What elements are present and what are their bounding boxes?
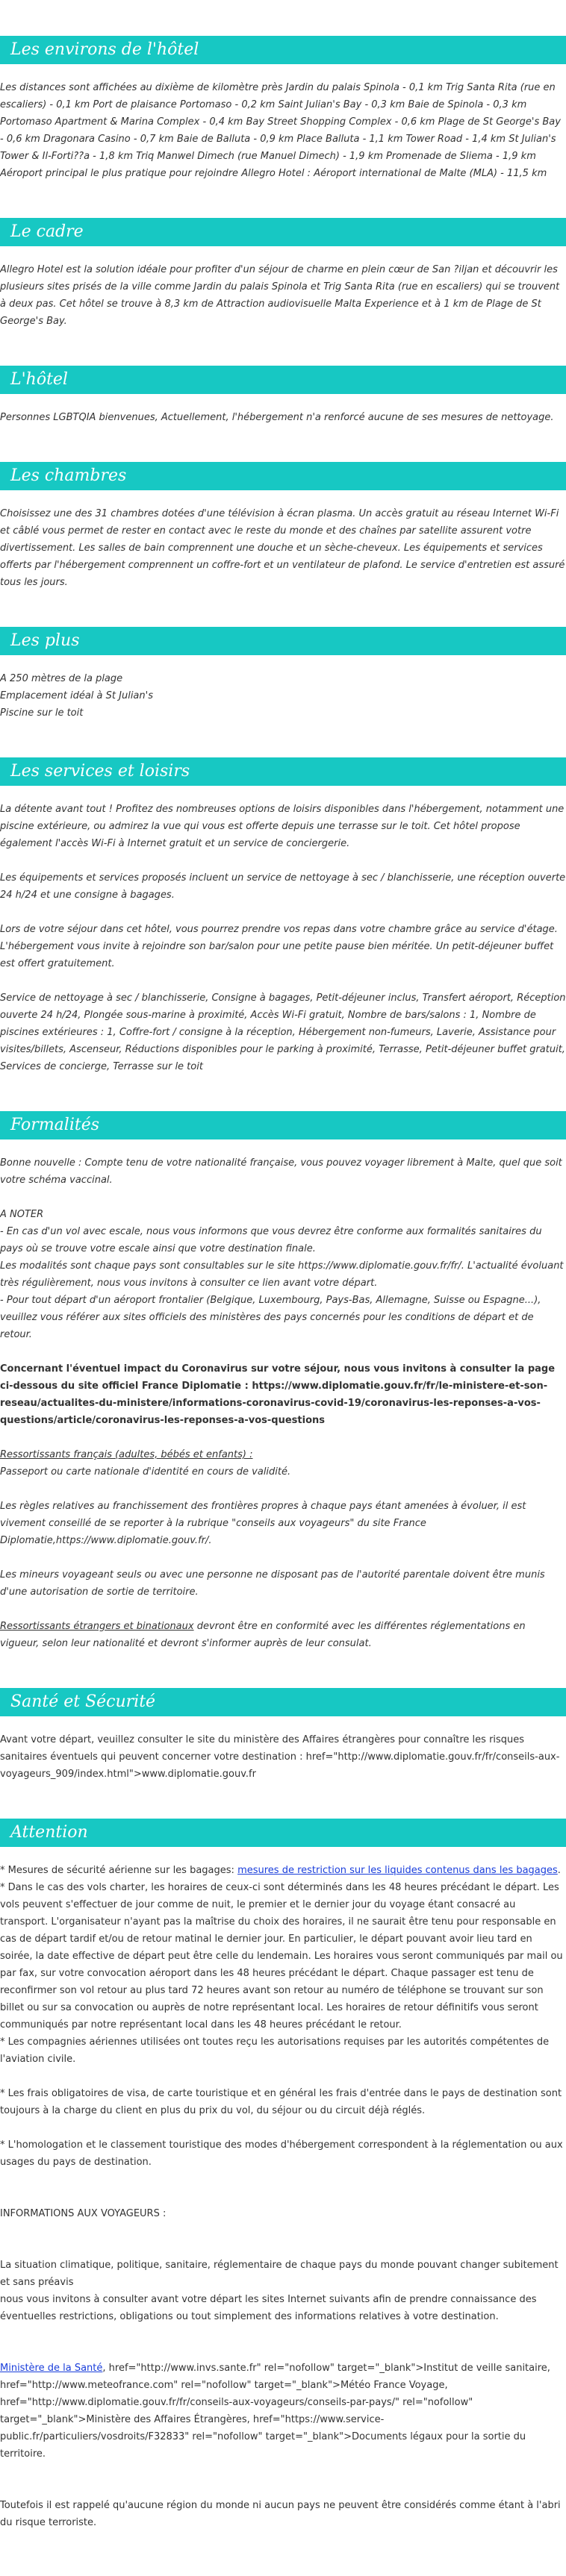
section-hotel (0, 366, 566, 426)
loisirs-amenities: Service de nettoyage à sec / blanchisserie, Consigne à bagages, Petit-déjeuner inclus, Transfert aéroport, Réception ouverte 24 h/24, Plongée sous-marine à proximité, Accès Wi-Fi gratuit, Nombre de bars/salons : 1, Nombre de piscines extérieures : 1, Coffre-fort / consigne à la réception, Hébergement non-fumeurs, Laverie, Assistance pour visites/billets, Ascenseur, Réductions disponibles pour le parking à proximité, Terrasse, Petit-déjeuner buffet gratuit, Services de concierge, Terrasse sur le toit (0, 992, 566, 1072)
section-attention (0, 1819, 566, 2531)
info-links (0, 2360, 566, 2463)
attention-bagages-end: . (557, 1865, 561, 1876)
section-title: Les services et loisirs (0, 757, 566, 786)
environs-text: Les distances sont affichées au dixième de kilomètre près Jardin du palais Spinola - 0,1 km Trig Santa Rita (rue en escaliers) - 0,1 km Port de plaisance Portomaso - 0,2 km Saint Julian's Bay - 0,3 km Baie de Spinola - 0,3 km Portomaso Apartment & Marina Complex - 0,4 km Bay Street Shopping Complex - 0,6 km Plage de St George's Bay - 0,6 km Dragonara Casino - 0,7 km Baie de Balluta - 0,9 km Place Balluta - 1,1 km Tower Road - 1,4 km St Julian's Tower & Il-Forti??a - 1,8 km Triq Manwel Dimech (rue Manuel Dimech) - 1,9 km Promenade de Sliema - 1,9 km Aéroport principal le plus pratique pour rejoindre Allegro Hotel : Aéroport international de Malte (MLA) - 11,5 km (0, 82, 561, 179)
section-title: Les plus (0, 627, 566, 655)
section-title: Attention (0, 1819, 566, 1847)
attention-homologation: * L'homologation et le classement touristique des modes d'hébergement correspondent à la réglementation ou aux usages du pays de destination. (0, 2139, 563, 2168)
info-links-text: , href="http://www.invs.sante.fr" rel="nofollow" target="_blank">Institut de veille sanitaire, href="http://www.meteofrance.com" rel="nofollow" target="_blank">Météo France Voyage, href="http://www.diplomatie.gouv.fr/fr/conseils-aux-voyageurs/conseils-par-pays/" rel="nofollow" target="_blank">Ministère des Affaires Étrangères, href="https://www.service-public.fr/particuliers/vosdroits/F32833" rel="nofollow" target="_blank">Documents légaux pour la sortie du territoire. (0, 2363, 550, 2460)
sante-text: Avant votre départ, veuillez consulter le site du ministère des Affaires étrangères pour connaître les risques sanitaires éventuels qui peuvent concerner votre destination : href="http://www.diplomatie.gouv.fr/fr/conseils-aux-voyageurs_909/index.html">www.diplomatie.gouv.fr (0, 1734, 560, 1780)
foreigners-text (0, 1618, 566, 1652)
plus-item: A 250 mètres de la plage (0, 673, 123, 684)
formalites-intro: Bonne nouvelle : Compte tenu de votre nationalité française, vous pouvez voyager librement à Malte, quel que soit votre schéma vaccinal. (0, 1157, 562, 1186)
ministere-sante-link[interactable]: Ministère de la Santé (0, 2363, 103, 2374)
info-voyageurs-text: nous vous invitons à consulter avant votre départ les sites Internet suivants afin de prendre connaissance des éventuelles restrictions, obligations ou tout simplement des informations relatives à votre destination. (0, 2294, 537, 2322)
residents-text: Passeport ou carte nationale d'identité en cours de validité. (0, 1466, 291, 1478)
terrorism-notice: Toutefois il est rappelé qu'aucune région du monde ni aucun pays ne peuvent être considérés comme étant à l'abri du risque terroriste. (0, 2500, 561, 2528)
foreigners-title: Ressortissants étrangers et binationaux (0, 1621, 194, 1632)
section-title: Les environs de l'hôtel (0, 36, 566, 64)
loisirs-paragraph: La détente avant tout ! Profitez des nombreuses options de loisirs disponibles dans l'hébergement, notamment une piscine extérieure, ou admirez la vue qui vous est offerte depuis une terrasse sur le toit. Cet hôtel propose également l'accès Wi-Fi à Internet gratuit et un service de conciergerie. (0, 804, 565, 849)
attention-bagages (0, 1862, 566, 1879)
attention-charter: * Dans le cas des vols charter, les horaires de ceux-ci sont déterminés dans les 48 heures précédant le départ. Les vols peuvent s'effectuer de jour comme de nuit, le premier et le dernier jour du voyage étant consacré au transport. L'organisateur n'ayant pas la maîtrise du choix des horaires, il ne saurait être tenu pour responsable en cas de départ tardif et/ou de retour matinal le dernier jour. En particulier, le départ pouvant avoir lieu tard en soirée, la date effective de départ peut être celle du lendemain. Les horaires vous seront communiqués par mail ou par fax, sur votre convocation aéroport dans les 48 heures précédant le départ. Chaque passager est tenu de reconfirmer son vol retour au plus tard 72 heures avant son retour au numéro de téléphone se trouvant sur son billet ou sur sa convocation ou auprès de notre représentant local. Les horaires de retour définitifs vous seront communiqués par notre représentant local dans les 48 heures précédant le retour. (0, 1882, 563, 2031)
section-environs (0, 36, 566, 182)
chambres-text: Choisissez une des 31 chambres dotées d'une télévision à écran plasma. Un accès gratuit au réseau Internet Wi-Fi et câblé vous permet de rester en contact avec le reste du monde et des chaînes par satellite assurent votre divertissement. Les salles de bain comprennent une douche et un sèche-cheveux. Les équipements et services offerts par l'hébergement comprennent un coffre-fort et un ventilateur de plafond. Le service d'entretien est assuré tous les jours. (0, 508, 565, 588)
cadre-text: Allegro Hotel est la solution idéale pour profiter d'un séjour de charme en plein cœur de San ?iljan et découvrir les plusieurs sites prisés de la ville comme Jardin du palais Spinola et Trig Santa Rita (rue en escaliers) qui se trouvent à deux pas. Cet hôtel se trouve à 8,3 km de Attraction audiovisuelle Malta Experience et à 1 km de Plage de St George's Bay. (0, 264, 560, 327)
section-formalites (0, 1111, 566, 1652)
plus-item: Emplacement idéal à St Julian's (0, 690, 153, 701)
foreigners-detail: devront être en conformité avec les différentes réglementations en vigueur, selon leur nationalité et devront s'informer auprès de leur consulat. (0, 1621, 526, 1649)
attention-airlines: * Les compagnies aériennes utilisées ont toutes reçu les autorisations requises par les autorités compétentes de l'aviation civile. (0, 2036, 550, 2065)
minors-text: Les mineurs voyageant seuls ou avec une personne ne disposant pas de l'autorité parentale doivent être munis d'une autorisation de sortie de territoire. (0, 1569, 545, 1598)
section-title: Formalités (0, 1111, 566, 1139)
section-plus (0, 627, 566, 722)
section-sante (0, 1688, 566, 1783)
plus-item: Piscine sur le toit (0, 707, 84, 719)
hotel-text: Personnes LGBTQIA bienvenues, Actuellement, l'hébergement n'a renforcé aucune de ses mesures de nettoyage. (0, 412, 554, 423)
section-cadre (0, 218, 566, 330)
section-title: L'hôtel (0, 366, 566, 394)
coronavirus-notice: Concernant l'éventuel impact du Coronavirus sur votre séjour, nous vous invitons à consulter la page ci-dessous du site officiel France Diplomatie : https://www.diplomatie.gouv.fr/fr/le-ministere-et-son-reseau/actualites-du-ministere/informations-coronavirus-covid-19/coronavirus-les-reponses-a-vos-questions/article/coronavirus-les-reponses-a-vos-questions (0, 1363, 556, 1426)
section-title: Santé et Sécurité (0, 1688, 566, 1716)
note-text: Les modalités sont chaque pays sont consultables sur le site https://www.diplomatie.gouv.fr/fr/. L'actualité évoluant très régulièrement, nous vous invitons à consulter ce lien avant votre départ. (0, 1260, 564, 1289)
loisirs-paragraph: Les équipements et services proposés incluent un service de nettoyage à sec / blanchisserie, une réception ouverte 24 h/24 et une consigne à bagages. (0, 872, 566, 901)
attention-visa: * Les frais obligatoires de visa, de carte touristique et en général les frais d'entrée dans le pays de destination sont toujours à la charge du client en plus du prix du vol, du séjour ou du circuit déjà réglés. (0, 2088, 562, 2116)
note-text: - En cas d'un vol avec escale, nous vous informons que vous devrez être conforme aux formalités sanitaires du pays où se trouve votre escale ainsi que votre destination finale. (0, 1226, 542, 1254)
section-title: Le cadre (0, 218, 566, 246)
liquids-restriction-link[interactable]: mesures de restriction sur les liquides contenus dans les bagages (237, 1865, 558, 1876)
note-text: - Pour tout départ d'un aéroport frontalier (Belgique, Luxembourg, Pays-Bas, Allemagne, Suisse ou Espagne...), veuillez vous référer aux sites officiels des ministères des pays concernés pour les conditions de départ et de retour. (0, 1295, 541, 1340)
section-title: Les chambres (0, 462, 566, 490)
info-voyageurs-title: INFORMATIONS AUX VOYAGEURS : (0, 2208, 167, 2219)
note-title: A NOTER (0, 1209, 44, 1220)
section-loisirs (0, 757, 566, 1075)
borders-text: Les règles relatives au franchissement des frontières propres à chaque pays étant amenées à évoluer, il est vivement conseillé de se reporter à la rubrique "conseils aux voyageurs" du site France Diplomatie,https://www.diplomatie.gouv.fr/. (0, 1501, 526, 1546)
loisirs-paragraph: Lors de votre séjour dans cet hôtel, vous pourrez prendre vos repas dans votre chambre grâce au service d'étage. L'hébergement vous invite à rejoindre son bar/salon pour une petite pause bien méritée. Un petit-déjeuner buffet est offert gratuitement. (0, 924, 558, 969)
info-voyageurs-text: La situation climatique, politique, sanitaire, réglementaire de chaque pays du monde pouvant changer subitement et sans préavis (0, 2260, 559, 2288)
residents-title: Ressortissants français (adultes, bébés et enfants) : (0, 1449, 253, 1460)
section-chambres (0, 462, 566, 591)
attention-bagages-label: * Mesures de sécurité aérienne sur les bagages: (0, 1865, 238, 1876)
